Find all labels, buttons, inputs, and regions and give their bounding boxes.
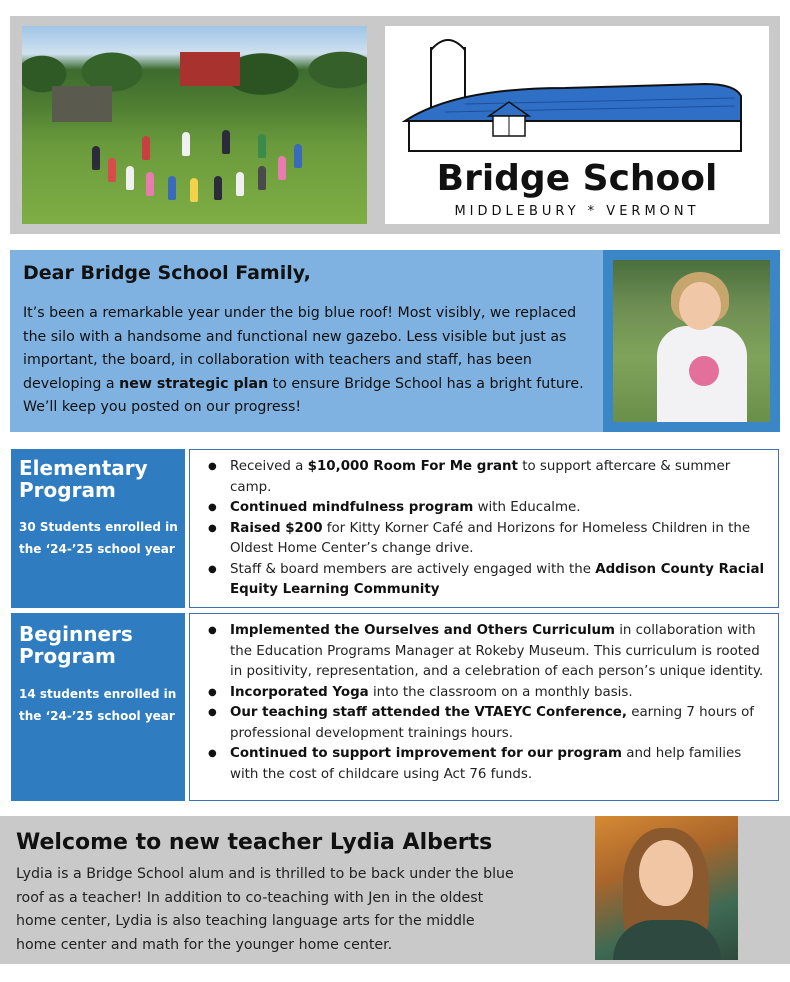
letter-section — [10, 250, 780, 432]
school-logo — [385, 26, 769, 224]
list-item: ● Received a $10,000 Room For Me grant to support aftercare & summer camp. — [208, 457, 770, 498]
program-name: Beginners Program — [19, 622, 133, 668]
child-figure — [258, 166, 266, 190]
elementary-program-label — [11, 449, 185, 608]
barn-silo-logo-icon — [385, 26, 769, 156]
child-figure — [214, 176, 222, 200]
welcome-title: Welcome to new teacher Lydia Alberts — [16, 830, 493, 855]
program-enrollment: 30 Students enrolled in the ‘24-’25 school year — [19, 520, 178, 556]
child-figure — [258, 134, 266, 158]
letter-text: to ensure Bridge School has a bright future. We’ll keep you posted on our progress! — [23, 375, 584, 415]
list-item: ● Incorporated Yoga into the classroom on a monthly basis. — [208, 683, 770, 704]
welcome-body: Lydia is a Bridge School alum and is thrilled to be back under the blue roof as a teacher! In addition to co-teaching with Jen in the oldest home center, Lydia is also teaching language arts for the middle home center and math for the younger home center. — [16, 866, 514, 953]
children-circle-photo — [22, 26, 367, 224]
red-barn-shape — [180, 52, 240, 86]
list-item: ● Staff & board members are actively engaged with the Addison County Racial Equity Learning Community — [208, 560, 770, 601]
smiling-girl-photo — [613, 260, 770, 422]
child-figure — [222, 130, 230, 154]
child-figure — [278, 156, 286, 180]
logo-subtitle: MIDDLEBURY * VERMONT — [454, 204, 700, 219]
newsletter-header — [10, 16, 780, 234]
child-figure — [294, 144, 302, 168]
gazebo-shape — [52, 86, 112, 122]
program-enrollment: 14 students enrolled in the ‘24-’25 school year — [19, 687, 177, 723]
logo-title: Bridge School — [436, 158, 718, 199]
beginners-program-label — [11, 613, 185, 801]
list-item: ● Continued mindfulness program with Educalme. — [208, 498, 770, 519]
shirt-print-shape — [689, 356, 719, 386]
letter-photo-frame — [603, 250, 780, 432]
list-item: ● Raised $200 for Kitty Korner Café and Horizons for Homeless Children in the Oldest Home Center’s change drive. — [208, 519, 770, 560]
letter-title: Dear Bridge School Family, — [23, 262, 311, 284]
welcome-section — [0, 816, 790, 964]
letter-body — [23, 302, 593, 420]
beginners-program-list — [189, 613, 779, 801]
child-figure — [236, 172, 244, 196]
child-figure — [182, 132, 190, 156]
program-name: Elementary Program — [19, 456, 148, 502]
list-item: ● Our teaching staff attended the VTAEYC Conference, earning 7 hours of professional development trainings hours. — [208, 703, 770, 744]
teacher-face-shape — [639, 840, 693, 906]
child-figure — [142, 136, 150, 160]
teacher-portrait-photo — [595, 816, 738, 960]
elementary-program-list — [189, 449, 779, 608]
child-figure — [126, 166, 134, 190]
child-figure — [108, 158, 116, 182]
list-item: ● Implemented the Ourselves and Others Curriculum in collaboration with the Education Programs Manager at Rokeby Museum. This curriculum is rooted in positivity, representation, and a celebration of each person’s unique identity. — [208, 621, 770, 683]
letter-text: It’s been a remarkable year under the big blue roof! Most visibly, we replaced the silo with a handsome and functional new gazebo. Less visible but just as important, the board, in collaboration with teachers and staff, has been developing a — [23, 305, 577, 392]
child-figure — [92, 146, 100, 170]
child-figure — [168, 176, 176, 200]
child-figure — [146, 172, 154, 196]
list-item: ● Continued to support improvement for our program and help families with the cost of childcare using Act 76 funds. — [208, 744, 770, 785]
child-figure — [190, 178, 198, 202]
girl-face-shape — [679, 282, 721, 330]
letter-bold-text: new strategic plan — [119, 375, 269, 392]
